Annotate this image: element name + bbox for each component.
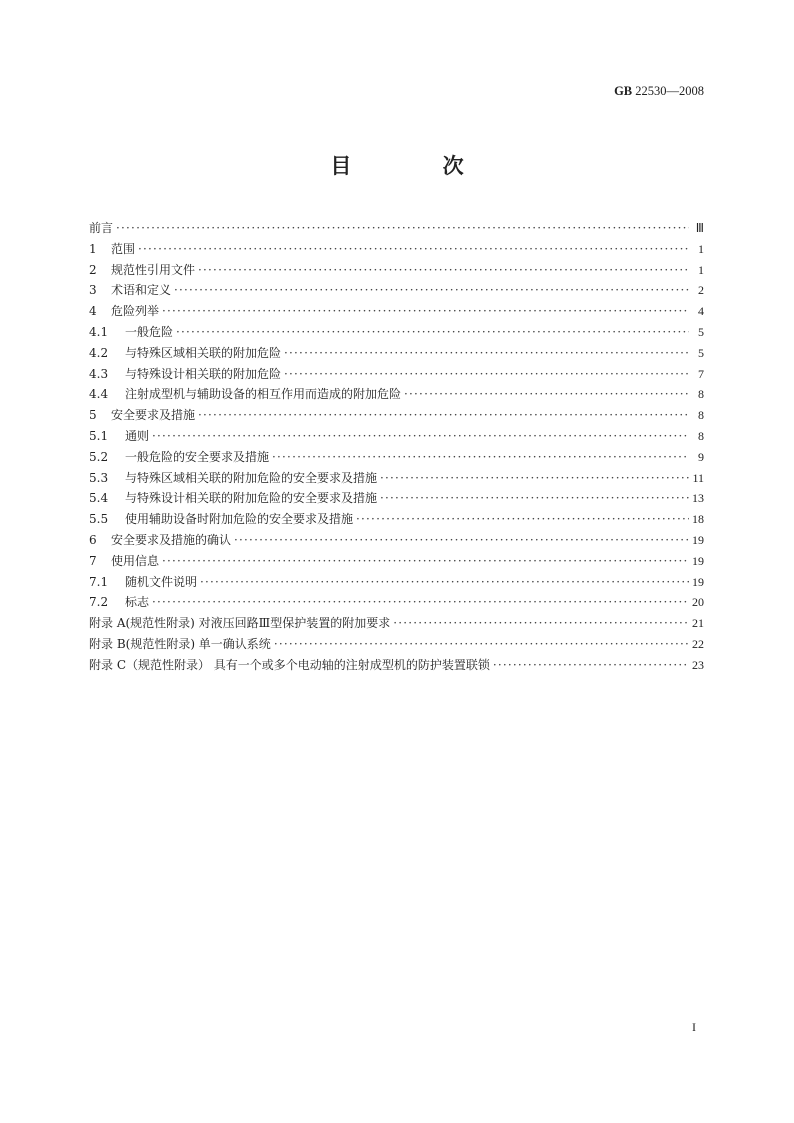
toc-entry-page: 18 [692,512,704,527]
toc-leader-dots [234,530,689,551]
standard-code [614,84,704,99]
toc-entry-page: 11 [692,470,704,485]
toc-entry[interactable] [89,343,704,364]
toc-entry-page: 8 [698,428,704,443]
toc-entry-label: 通则 [125,428,150,443]
toc-entry-number: 2 [89,262,97,277]
toc-entry[interactable] [89,634,704,655]
toc-entry-label: 安全要求及措施 [111,408,196,423]
toc-entry-page: 2 [698,283,704,298]
standard-code-number: 22530—2008 [635,84,704,98]
toc-entry-label: 注射成型机与辅助设备的相互作用而造成的附加危险 [125,387,402,402]
toc-entry[interactable] [89,488,704,509]
toc-entry-page: 1 [698,262,704,277]
table-of-contents [89,218,704,676]
toc-entry[interactable] [89,509,704,530]
toc-leader-dots [393,613,689,634]
toc-entry-label: 范围 [111,241,136,256]
toc-leader-dots [162,551,689,572]
toc-leader-dots [200,572,689,593]
toc-leader-dots [272,447,689,468]
toc-entry-page: 21 [692,616,704,631]
toc-entry[interactable] [89,301,704,322]
toc-entry-page: 8 [698,387,704,402]
toc-entry[interactable] [89,364,704,385]
toc-entry-page: 9 [698,449,704,464]
toc-entry-page: 19 [692,553,704,568]
toc-entry[interactable] [89,239,704,260]
toc-leader-dots [274,634,689,655]
page-title: 目 次 [330,154,506,178]
toc-leader-dots [493,655,689,676]
toc-entry-label: 与特殊区域相关联的附加危险 [125,345,282,360]
toc-entry-number: 7.2 [89,595,109,610]
toc-entry[interactable] [89,551,704,572]
toc-entry-page: 19 [692,574,704,589]
toc-entry-page: 22 [692,636,704,651]
toc-entry-number: 5.2 [89,449,109,464]
toc-entry-number: 4.1 [89,324,109,339]
toc-entry-number: 7.1 [89,574,109,589]
toc-entry[interactable] [89,447,704,468]
toc-entry-label: 与特殊设计相关联的附加危险 [125,366,282,381]
toc-leader-dots [356,509,689,530]
toc-entry[interactable] [89,384,704,405]
toc-entry-number: 3 [89,283,97,298]
toc-entry[interactable] [89,530,704,551]
toc-entry-number: 4.3 [89,366,109,381]
toc-leader-dots [116,218,689,239]
toc-entry-label: 危险列举 [111,304,160,319]
toc-entry-number: 4.4 [89,387,109,402]
toc-leader-dots [380,488,689,509]
toc-entry-label: 与特殊设计相关联的附加危险的安全要求及措施 [125,491,378,506]
toc-entry-label: 一般危险 [125,324,174,339]
toc-entry-label: 一般危险的安全要求及措施 [125,449,270,464]
toc-entry[interactable] [89,322,704,343]
toc-entry-number: 1 [89,241,97,256]
toc-leader-dots [198,405,689,426]
toc-leader-dots [138,239,689,260]
toc-entry[interactable] [89,572,704,593]
toc-entry-label: 安全要求及措施的确认 [111,532,232,547]
toc-entry-label: 术语和定义 [111,283,172,298]
toc-leader-dots [284,364,689,385]
toc-entry-page: 8 [698,408,704,423]
toc-entry-label: 标志 [125,595,150,610]
toc-entry-page: Ⅲ [695,221,704,235]
toc-entry[interactable] [89,426,704,447]
toc-entry-label: 附录 B(规范性附录) 单一确认系统 [89,636,271,651]
toc-entry[interactable] [89,280,704,301]
toc-leader-dots [284,343,689,364]
toc-entry[interactable] [89,218,704,239]
standard-code-prefix: GB [614,84,633,98]
toc-entry[interactable] [89,592,704,613]
toc-entry-number: 4 [89,304,97,319]
toc-entry-page: 5 [698,345,704,360]
toc-entry-page: 5 [698,324,704,339]
toc-entry-page: 1 [698,241,704,256]
toc-entry-page: 7 [698,366,704,381]
toc-entry-number: 7 [89,553,97,568]
toc-entry[interactable] [89,613,704,634]
toc-entry-number: 5.5 [89,512,109,527]
toc-entry[interactable] [89,468,704,489]
toc-leader-dots [176,322,689,343]
toc-entry-page: 20 [692,595,704,610]
toc-leader-dots [152,592,689,613]
toc-entry[interactable] [89,260,704,281]
page-number: I [692,1020,696,1034]
toc-entry-number: 5.4 [89,491,109,506]
toc-entry-label: 附录 A(规范性附录) 对液压回路Ⅲ型保护装置的附加要求 [89,616,391,631]
toc-entry-page: 4 [698,304,704,319]
toc-leader-dots [162,301,689,322]
toc-entry-label: 与特殊区域相关联的附加危险的安全要求及措施 [125,470,378,485]
toc-entry-number: 5.1 [89,428,109,443]
toc-leader-dots [198,260,689,281]
toc-leader-dots [380,468,689,489]
toc-entry[interactable] [89,655,704,676]
toc-entry-page: 13 [692,491,704,506]
toc-entry-label: 规范性引用文件 [111,262,196,277]
toc-entry-number: 5 [89,408,97,423]
toc-entry-label: 随机文件说明 [125,574,198,589]
toc-leader-dots [174,280,689,301]
toc-entry-label: 前言 [89,221,114,235]
toc-entry-number: 5.3 [89,470,109,485]
toc-entry-page: 19 [692,532,704,547]
toc-entry-number: 4.2 [89,345,109,360]
toc-entry-page: 23 [692,657,704,672]
toc-entry-number: 6 [89,532,97,547]
toc-entry-label: 使用辅助设备时附加危险的安全要求及措施 [125,512,354,527]
toc-leader-dots [152,426,689,447]
toc-leader-dots [404,384,689,405]
toc-entry[interactable] [89,405,704,426]
toc-entry-label: 使用信息 [111,553,160,568]
toc-entry-label: 附录 C（规范性附录） 具有一个或多个电动轴的注射成型机的防护装置联锁 [89,657,490,672]
